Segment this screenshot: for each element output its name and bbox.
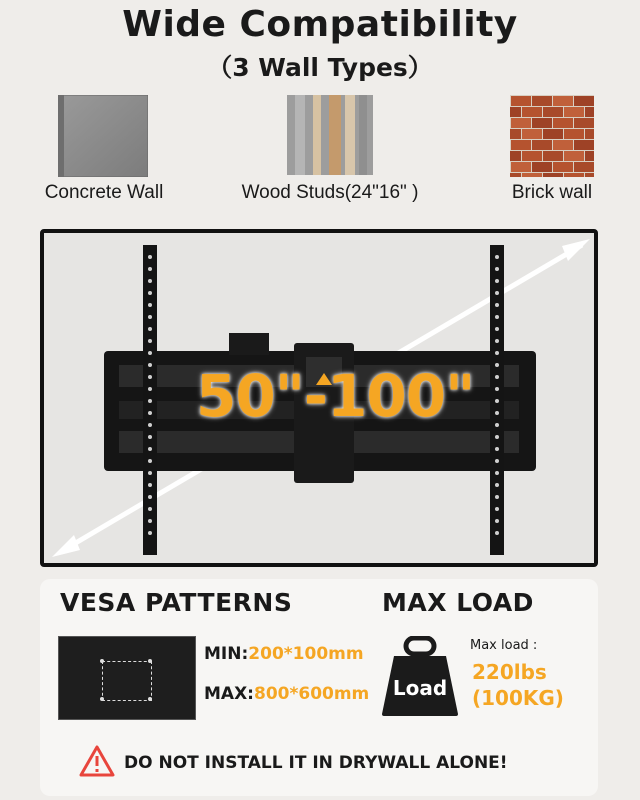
wood-studs-icon — [287, 95, 373, 179]
warning-text: DO NOT INSTALL IT IN DRYWALL ALONE! — [124, 753, 508, 773]
vesa-max-value: 800*600mm — [253, 684, 370, 704]
page-subtitle: （3 Wall Types） — [207, 53, 433, 82]
arrow-head-top — [562, 239, 590, 261]
vesa-max — [204, 684, 369, 704]
max-load-caption: Max load : — [470, 638, 538, 653]
arrow-head-bottom — [52, 535, 80, 557]
page-title: Wide Compatibility — [122, 4, 518, 45]
warning-icon — [78, 744, 116, 782]
max-load-kg: (100KG) — [472, 686, 564, 710]
drywall-warning — [78, 744, 508, 782]
wall-label-brick: Brick wall — [511, 182, 593, 203]
max-load-heading: MAX LOAD — [382, 588, 534, 617]
tv-size-range: 50"-100" — [196, 362, 475, 430]
vesa-max-label: MAX: — [204, 684, 254, 704]
max-load-lbs: 220lbs — [472, 660, 547, 684]
wall-label-wood: Wood Studs(24"16" ) — [241, 182, 419, 203]
brick-wall-icon — [510, 95, 594, 181]
vesa-min-label: MIN: — [204, 644, 249, 664]
weight-label: Load — [392, 676, 448, 700]
concrete-wall-icon — [58, 95, 148, 181]
vesa-heading: VESA PATTERNS — [60, 588, 293, 617]
wall-label-concrete: Concrete Wall — [44, 182, 164, 203]
vesa-min — [204, 644, 364, 664]
vesa-pattern-diagram — [58, 636, 196, 720]
vesa-min-value: 200*100mm — [248, 644, 364, 664]
